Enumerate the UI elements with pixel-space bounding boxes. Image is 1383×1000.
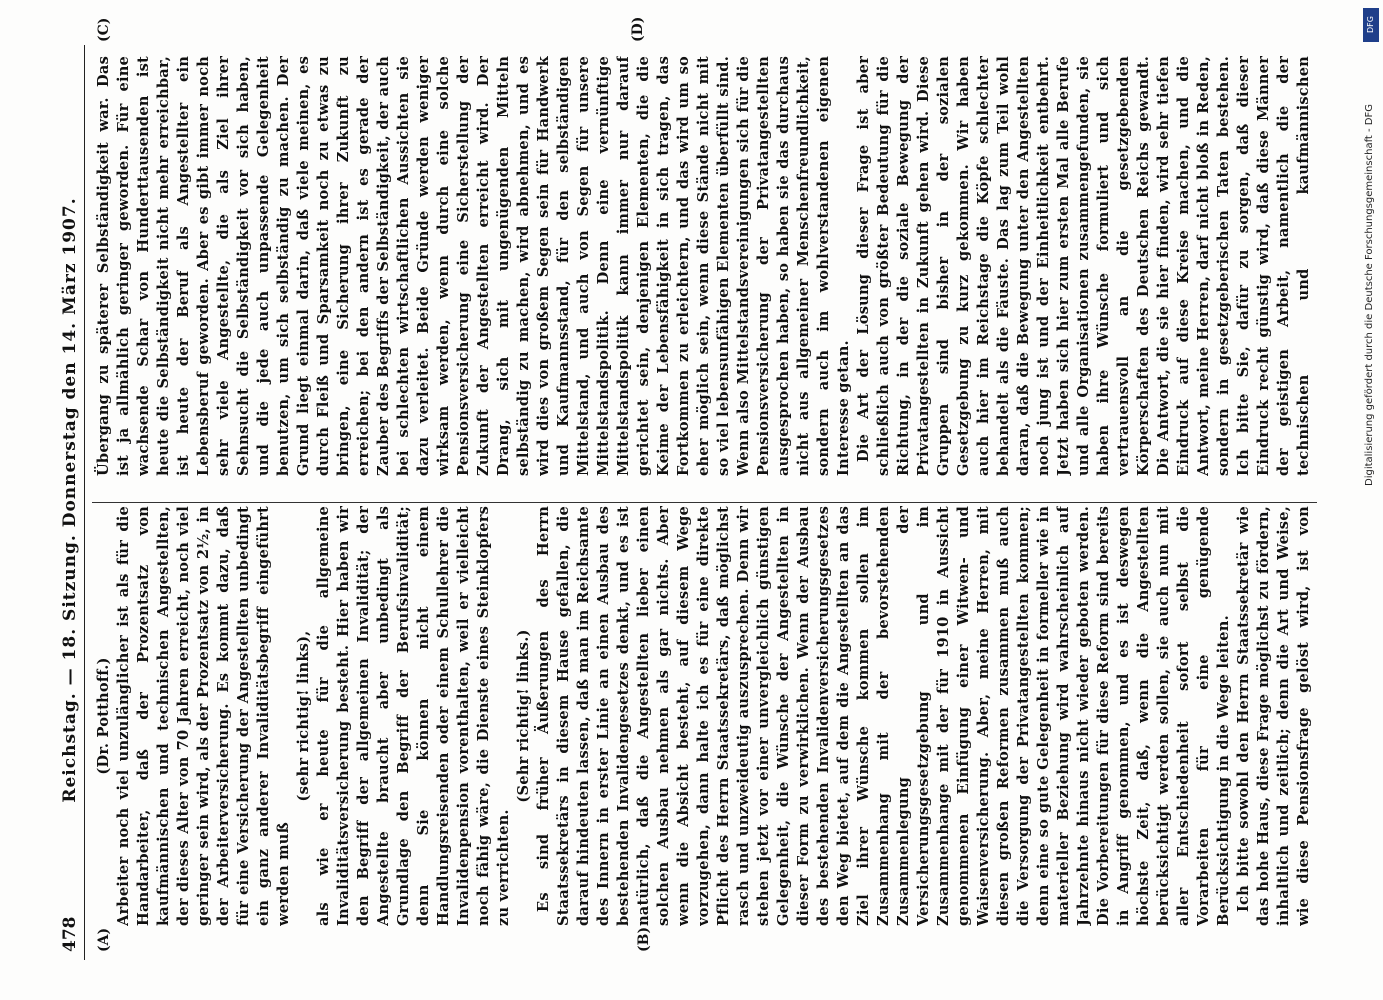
margin-marker-b: (B) xyxy=(636,926,652,952)
digitization-credit: Digitalisierung gefördert durch die Deutsche Forschungsgemeinschaft - DFG xyxy=(1364,103,1375,486)
margin-marker-d: (D) xyxy=(630,16,646,42)
paragraph: Arbeiter noch viel unzulänglicher ist als für die Handarbeiter, daß der Prozentsatz von kaufmännischen und technischen Angestellten, der dieses Alter von 70 Jahren erreicht, noch viel geringer sein wird, als der Prozentsatz von 2½, in der Arbeiterversicherung. Es kommt dazu, daß für eine Versicherung der Angestellten unbedingt ein ganz anderer Invaliditätsbegriff eingeführt werden muß xyxy=(115,506,292,926)
page-number: 478 xyxy=(60,916,80,952)
paragraph: Es sind früher Äußerungen des Herrn Staatssekretärs in diesem Hause gefallen, die darauf hindeuten lassen, daß man im Reichsamte des Innern in erster Linie an einen Ausbau des bestehenden Invalidengesetzes denkt, und es ist natürlich, daß die Angestellten lieber einen solchen Ausbau nehmen als gar nichts. Aber wenn die Absicht besteht, auf diesem Wege vorzugehen, dann halte ich es für eine direkte Pflicht des Herrn Staatssekretärs, daß möglichst rasch und unzweideutig auszusprechen. Denn wir stehen jetzt vor einer unvergleichlich günstigen Gelegenheit, die Wünsche der Angestellten in dieser Form zu verwirklichen. Wenn der Ausbau des bestehenden Invalidenversicherungsgesetzes den Weg bietet, auf dem die Angestellten an das Ziel ihrer Wünsche kommen sollen im Zusammenhang mit der bevorstehenden Zusammenlegung der Versicherungsgesetzgebung und im Zusammenhange mit der für 1910 in Aussicht genommenen Einfügung einer Witwen- und Waisenversicherung. Aber, meine Herren, mit diesen großen Reformen zusammen muß auch die Versorgung der Privatangestellten kommen; denn eine so gute Gelegenheit in formeller wie in materieller Beziehung wird wahrscheinlich auf Jahrzehnte hinaus nicht wieder geboten werden. Die Vorbereitungen für diese Reform sind bereits in Angriff genommen, und es ist deswegen höchste Zeit, daß, wenn die Angestellten berücksichtigt werden sollen, sie auch nun mit aller Entschiedenheit sofort selbst die Vorarbeiten für eine genügende Berücksichtigung in die Wege leiten. xyxy=(535,506,1232,926)
text-column-left xyxy=(94,506,1314,926)
paragraph: Übergang zu späterer Selbständigkeit war. Das ist ja allmählich geringer geworden. Für eine wachsende Schar von Hunderttausenden ist heute die Selbständigkeit nicht mehr erreichbar, ist heute der Beruf als Angestellter ein Lebensberuf geworden. Aber es gibt immer noch sehr viele Angestellte, die als Ziel ihrer Sehnsucht die Selbständigkeit vor sich haben, und die jede auch unpassende Gelegenheit benutzen, um sich selbständig zu machen. Der Grund liegt einmal darin, daß viele meinen, es durch Fleiß und Sparsamkeit noch zu etwas zu bringen, eine Sicherung ihrer Zukunft zu erreichen; bei den andern ist es gerade der Zauber des Begriffs der Selbständigkeit, der auch bei schlechten wirtschaftlichen Aussichten sie dazu verleitet. Beide Gründe werden weniger wirksam werden, wenn durch eine solche Pensionsversicherung eine Sicherstellung der Zukunft der Angestellten erreicht wird. Der Drang, sich mit ungenügenden Mitteln selbständig zu machen, wird abnehmen, und es wird dies von großem Segen sein für Handwerk und Kaufmannsstand, für den selbständigen Mittelstand, und auch von Segen für unsere Mittelstandspolitik. Denn eine vernünftige Mittelstandspolitik kann immer nur darauf gerichtet sein, denjenigen Elementen, die die Keime der Lebensfähigkeit in sich tragen, das Fortkommen zu erleichtern, und das wird um so eher möglich sein, wenn diese Stände nicht mit so viel lebensunfähigen Elementen überfüllt sind. Wenn also Mittelstandsvereinigungen sich für die Pensionsversicherung der Privatangestellten ausgesprochen haben, so haben sie das durchaus nicht aus allgemeiner Menschenfreundlichkeit, sondern auch im wohlverstandenen eigenen Interesse getan. xyxy=(95,56,852,476)
column-divider xyxy=(92,502,1317,503)
margin-marker-a: (A) xyxy=(96,927,112,952)
paragraph: als wie er heute für die allgemeine Invaliditätsversicherung besteht. Hier haben wir den Begriff der allgemeinen Invalidität; der Angestellte braucht aber unbedingt als Grundlage den Begriff der Berufsinvalidität; denn Sie können nicht einem Handlungsreisenden oder einem Schullehrer die Invalidenpension vorenthalten, weil er vielleicht noch fähig wäre, die Dienste eines Steinklopfers zu verrichten. xyxy=(315,506,512,926)
page-header xyxy=(58,0,84,1000)
paragraph: Ich bitte sowohl den Herrn Staatssekretär wie das hohe Haus, diese Frage möglichst zu fördern, inhaltlich und zeitlich; denn die Art und Weise, wie diese Pensionsfrage gelöst wird, ist von xyxy=(1235,506,1312,926)
interjection: (Sehr richtig! links.) xyxy=(515,629,532,803)
page-title: Reichstag. — 18. Sitzung. Donnerstag den 14. März 1907. xyxy=(60,197,80,803)
interjection: (sehr richtig! links), xyxy=(295,630,312,802)
text-column-right xyxy=(94,56,1314,476)
speaker-tag: (Dr. Potthoff.) xyxy=(95,657,112,775)
header-rule xyxy=(84,45,85,960)
paragraph: Die Art der Lösung dieser Frage ist aber schließlich auch von größter Bedeutung für die Richtung, in der die soziale Bewegung der Privatangestellten in Zukunft gehen wird. Diese Gruppen sind bisher in der sozialen Gesetzgebung zu kurz gekommen. Wir haben auch hier im Reichstage die Köpfe schlechter behandelt als die Fäuste. Das lag zum Teil wohl daran, daß die Bewegung unter den Angestellten noch jung ist und der Einheitlichkeit entbehrt. Jetzt haben sich hier zum ersten Mal alle Berufe und alle Organisationen zusammengefunden, sie haben ihre Wünsche formuliert und sich vertrauensvoll an die gesetzgebenden Körperschaften des Deutschen Reichs gewandt. Die Antwort, die sie hier finden, wird sehr tiefen Eindruck auf diese Kreise machen, und die Antwort, meine Herren, darf nicht bloß in Reden, sondern in gesetzgeberischen Taten bestehen. Ich bitte Sie, dafür zu sorgen, daß dieser Eindruck recht günstig wird, daß diese Männer der geistigen Arbeit, namentlich die der technischen und kaufmännischen xyxy=(855,56,1312,476)
margin-marker-c: (C) xyxy=(96,17,112,42)
dfg-logo: DFG xyxy=(1363,8,1379,42)
